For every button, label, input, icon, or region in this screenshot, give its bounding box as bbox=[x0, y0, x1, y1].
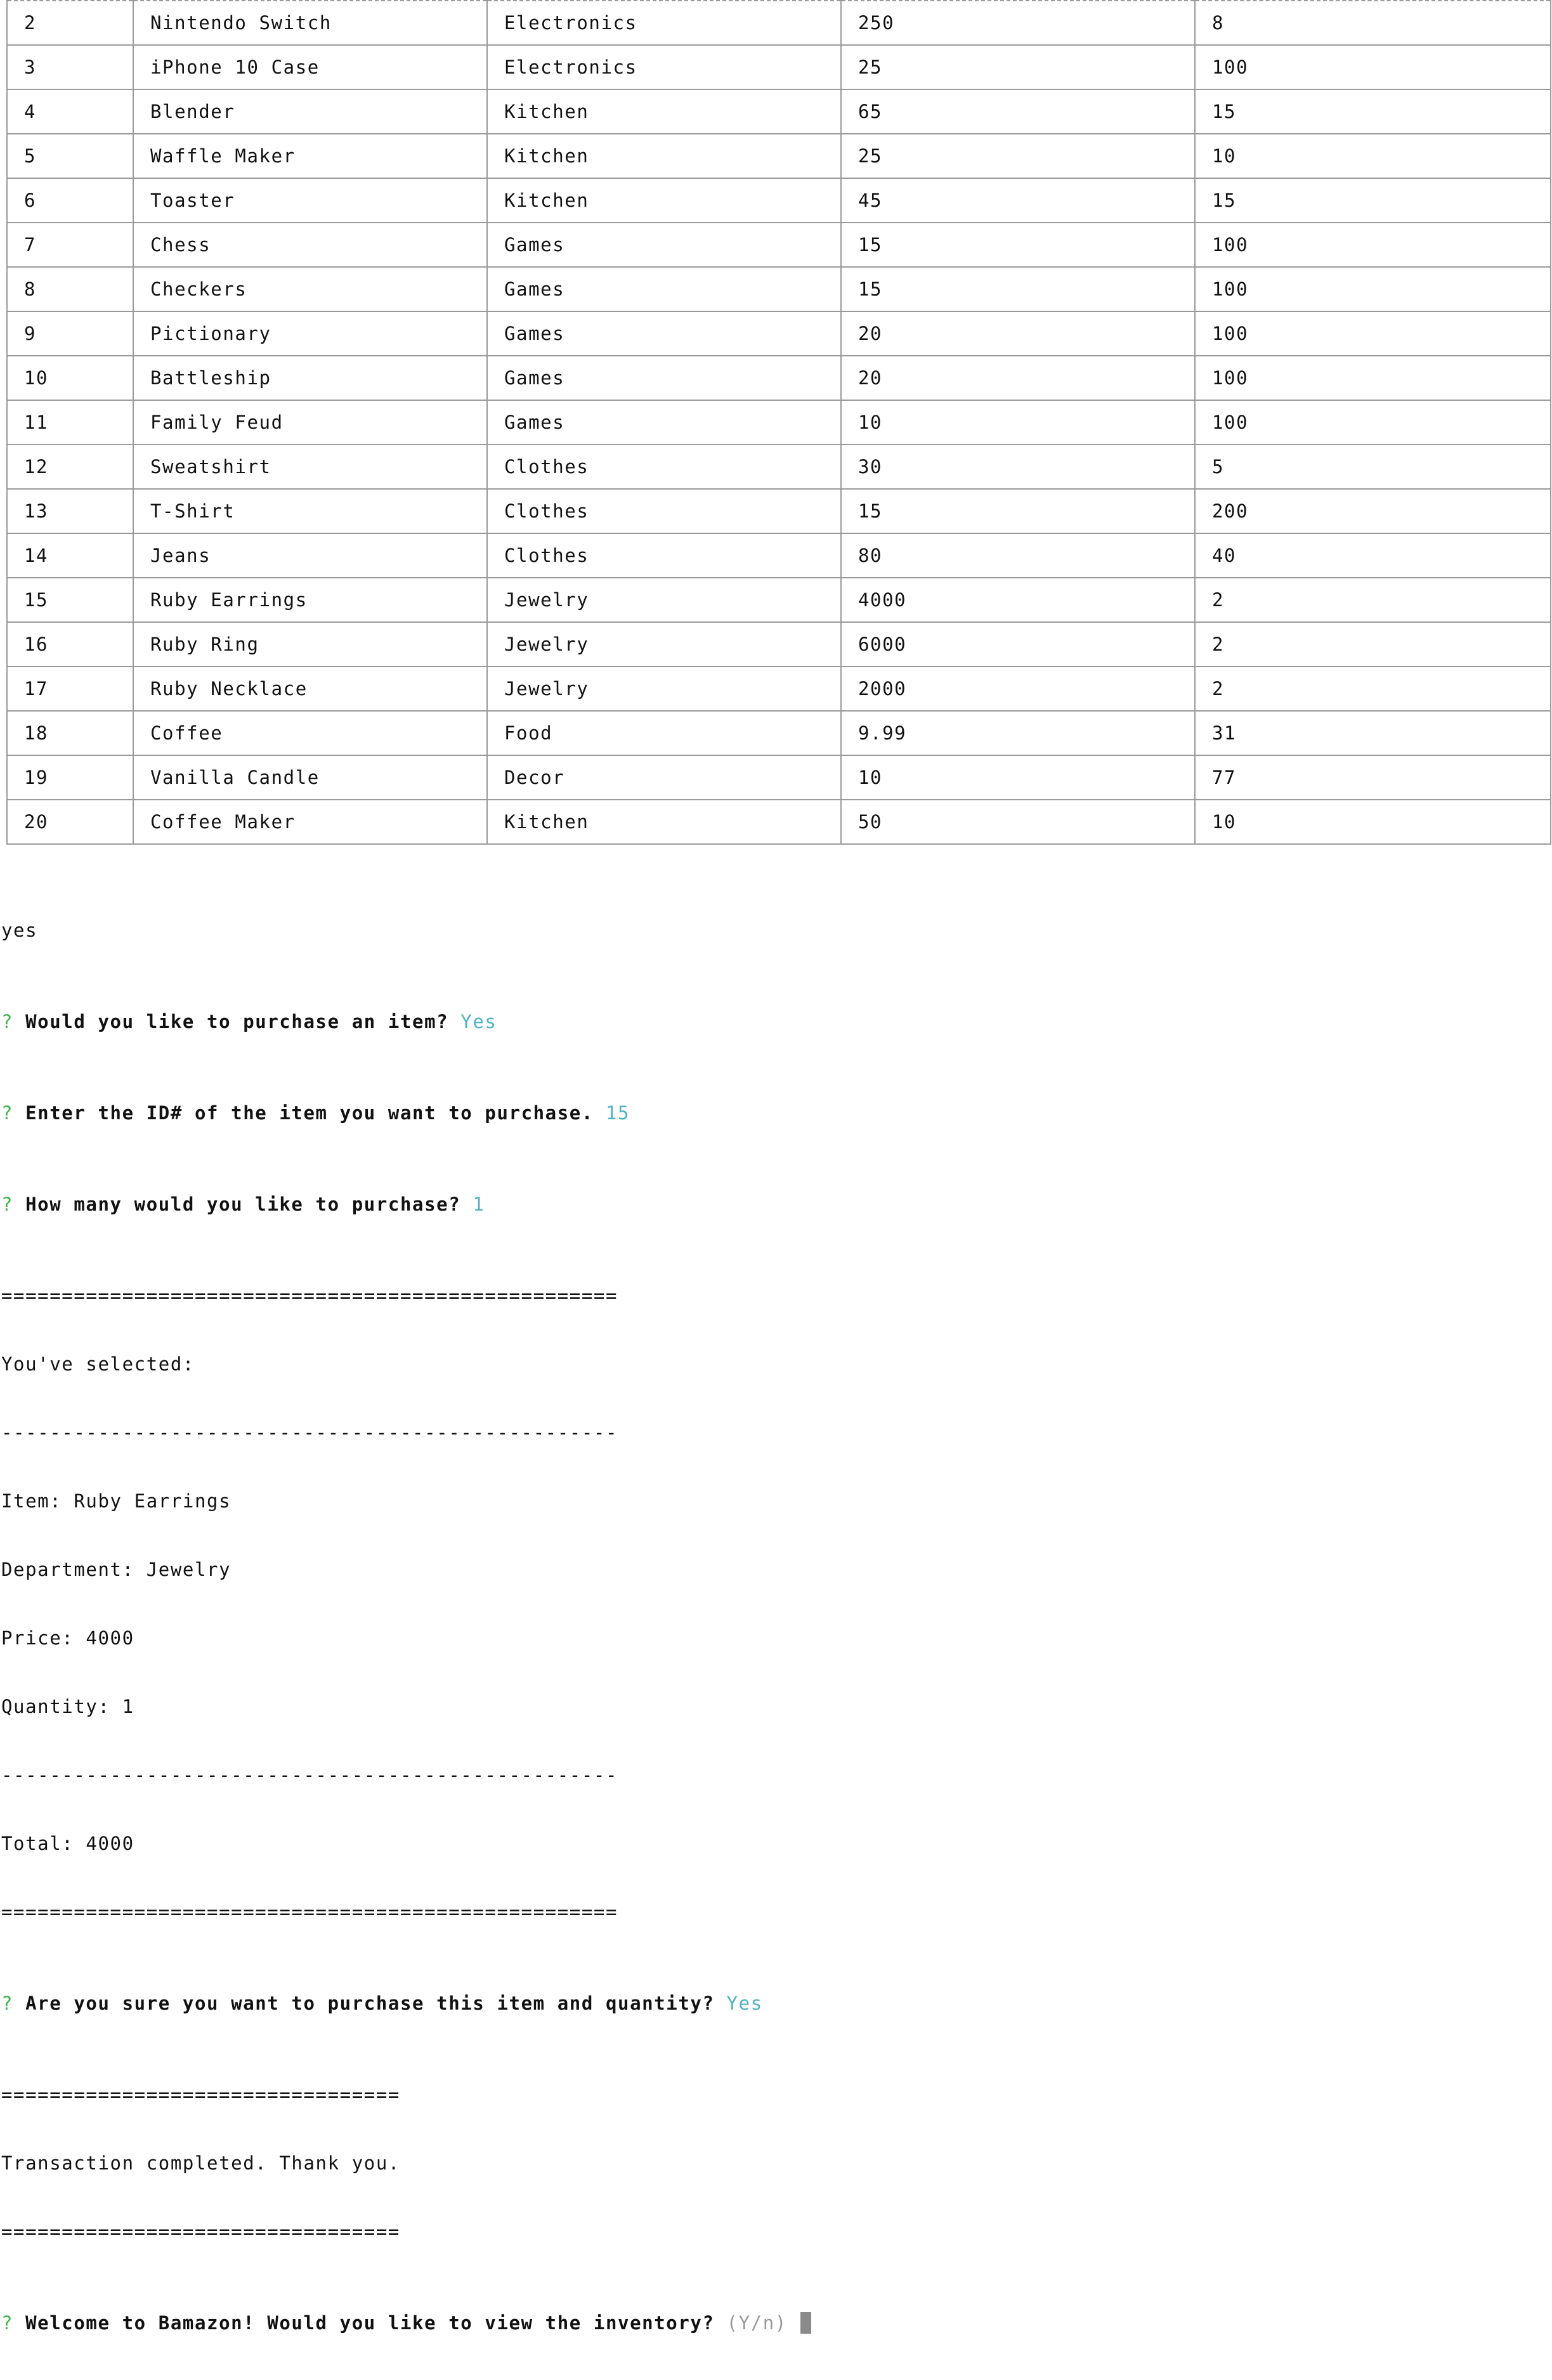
item-id-cell: 4 bbox=[7, 89, 133, 134]
price-cell: 65 bbox=[841, 89, 1195, 134]
item-id-cell: 9 bbox=[7, 311, 133, 356]
table-row bbox=[7, 178, 1551, 223]
department-cell: Clothes bbox=[487, 489, 841, 533]
department-cell: Games bbox=[487, 311, 841, 356]
department-cell: Food bbox=[487, 711, 841, 755]
prompt-marker: ? bbox=[1, 1193, 14, 1215]
price-cell: 15 bbox=[841, 267, 1195, 311]
echo-text: yes bbox=[1, 920, 38, 941]
department-cell: Kitchen bbox=[487, 89, 841, 134]
inventory-table-body bbox=[7, 1, 1551, 844]
purchase-question: Would you like to purchase an item? bbox=[25, 1011, 449, 1032]
text-cursor[interactable] bbox=[800, 2312, 811, 2334]
product-name-cell: Jeans bbox=[133, 533, 487, 578]
price-cell: 10 bbox=[841, 755, 1195, 800]
inventory-table bbox=[6, 0, 1551, 845]
item-id-cell: 15 bbox=[7, 578, 133, 622]
department-cell: Electronics bbox=[487, 45, 841, 89]
department-cell: Games bbox=[487, 400, 841, 445]
table-row bbox=[7, 755, 1551, 800]
table-row bbox=[7, 1, 1551, 45]
stock-quantity-cell: 200 bbox=[1195, 489, 1551, 533]
dash-rule: --------------------------------------------------- bbox=[1, 1422, 618, 1443]
quantity-question: How many would you like to purchase? bbox=[25, 1193, 461, 1215]
product-name-cell: Ruby Ring bbox=[133, 622, 487, 667]
prompt-marker: ? bbox=[1, 1011, 14, 1032]
department-cell: Electronics bbox=[487, 1, 841, 45]
table-row bbox=[7, 622, 1551, 667]
table-row bbox=[7, 311, 1551, 356]
department-cell: Kitchen bbox=[487, 134, 841, 178]
product-name-cell: Waffle Maker bbox=[133, 134, 487, 178]
department-cell: Decor bbox=[487, 755, 841, 800]
price-cell: 15 bbox=[841, 489, 1195, 533]
table-row bbox=[7, 800, 1551, 844]
stock-quantity-cell: 100 bbox=[1195, 267, 1551, 311]
item-id-cell: 3 bbox=[7, 45, 133, 89]
confirm-answer: Yes bbox=[726, 1993, 763, 2014]
stock-quantity-cell: 100 bbox=[1195, 311, 1551, 356]
confirm-question: Are you sure you want to purchase this item and quantity? bbox=[25, 1993, 715, 2014]
stock-quantity-cell: 15 bbox=[1195, 178, 1551, 223]
double-rule-short: ================================= bbox=[1, 2084, 400, 2105]
department-cell: Kitchen bbox=[487, 178, 841, 223]
price-cell: 25 bbox=[841, 45, 1195, 89]
stock-quantity-cell: 8 bbox=[1195, 1, 1551, 45]
stock-quantity-cell: 100 bbox=[1195, 400, 1551, 445]
table-row bbox=[7, 489, 1551, 533]
stock-quantity-cell: 5 bbox=[1195, 445, 1551, 489]
department-cell: Clothes bbox=[487, 445, 841, 489]
item-id-cell: 14 bbox=[7, 533, 133, 578]
price-cell: 20 bbox=[841, 311, 1195, 356]
stock-quantity-cell: 10 bbox=[1195, 800, 1551, 844]
department-cell: Jewelry bbox=[487, 622, 841, 667]
quantity-prompt-line bbox=[1, 1193, 1549, 1216]
table-row bbox=[7, 45, 1551, 89]
item-id-cell: 6 bbox=[7, 178, 133, 223]
table-row bbox=[7, 267, 1551, 311]
product-name-cell: Coffee Maker bbox=[133, 800, 487, 844]
table-row bbox=[7, 223, 1551, 267]
price-cell: 2000 bbox=[841, 667, 1195, 711]
product-name-cell: Checkers bbox=[133, 267, 487, 311]
product-name-cell: iPhone 10 Case bbox=[133, 45, 487, 89]
console-output bbox=[1, 873, 1549, 2380]
price-cell: 10 bbox=[841, 400, 1195, 445]
stock-quantity-cell: 2 bbox=[1195, 578, 1551, 622]
yes-no-hint: (Y/n) bbox=[726, 2312, 787, 2334]
table-row bbox=[7, 711, 1551, 755]
department-cell: Jewelry bbox=[487, 578, 841, 622]
price-cell: 4000 bbox=[841, 578, 1195, 622]
department-cell: Kitchen bbox=[487, 800, 841, 844]
selected-price-line: Price: 4000 bbox=[1, 1627, 134, 1649]
product-name-cell: Chess bbox=[133, 223, 487, 267]
table-row bbox=[7, 356, 1551, 400]
table-row bbox=[7, 400, 1551, 445]
table-row bbox=[7, 134, 1551, 178]
department-cell: Jewelry bbox=[487, 667, 841, 711]
echo-line bbox=[1, 919, 1549, 942]
price-cell: 50 bbox=[841, 800, 1195, 844]
confirm-prompt-line bbox=[1, 1992, 1549, 2015]
welcome-prompt-line[interactable] bbox=[1, 2312, 1549, 2334]
welcome-question: Welcome to Bamazon! Would you like to view the inventory? bbox=[25, 2312, 715, 2334]
product-name-cell: T-Shirt bbox=[133, 489, 487, 533]
price-cell: 20 bbox=[841, 356, 1195, 400]
product-name-cell: Sweatshirt bbox=[133, 445, 487, 489]
table-row bbox=[7, 533, 1551, 578]
quantity-answer: 1 bbox=[473, 1193, 485, 1215]
stock-quantity-cell: 100 bbox=[1195, 356, 1551, 400]
transaction-message: Transaction completed. Thank you. bbox=[1, 2152, 400, 2174]
stock-quantity-cell: 100 bbox=[1195, 223, 1551, 267]
stock-quantity-cell: 2 bbox=[1195, 667, 1551, 711]
stock-quantity-cell: 15 bbox=[1195, 89, 1551, 134]
item-id-cell: 10 bbox=[7, 356, 133, 400]
dash-rule: --------------------------------------------------- bbox=[1, 1764, 618, 1786]
item-id-cell: 13 bbox=[7, 489, 133, 533]
stock-quantity-cell: 100 bbox=[1195, 45, 1551, 89]
stock-quantity-cell: 77 bbox=[1195, 755, 1551, 800]
item-id-cell: 16 bbox=[7, 622, 133, 667]
price-cell: 45 bbox=[841, 178, 1195, 223]
price-cell: 250 bbox=[841, 1, 1195, 45]
selected-quantity-line: Quantity: 1 bbox=[1, 1696, 134, 1717]
item-id-cell: 7 bbox=[7, 223, 133, 267]
stock-quantity-cell: 40 bbox=[1195, 533, 1551, 578]
product-name-cell: Battleship bbox=[133, 356, 487, 400]
table-row bbox=[7, 89, 1551, 134]
double-rule: =================================================== bbox=[1, 1285, 618, 1306]
product-name-cell: Pictionary bbox=[133, 311, 487, 356]
product-name-cell: Ruby Necklace bbox=[133, 667, 487, 711]
selected-department-line: Department: Jewelry bbox=[1, 1559, 231, 1580]
purchase-prompt-line bbox=[1, 1010, 1549, 1033]
product-name-cell: Coffee bbox=[133, 711, 487, 755]
table-row bbox=[7, 667, 1551, 711]
item-id-cell: 5 bbox=[7, 134, 133, 178]
department-cell: Games bbox=[487, 356, 841, 400]
item-id-prompt-line bbox=[1, 1102, 1549, 1124]
item-id-cell: 11 bbox=[7, 400, 133, 445]
table-row bbox=[7, 578, 1551, 622]
item-id-cell: 2 bbox=[7, 1, 133, 45]
product-name-cell: Ruby Earrings bbox=[133, 578, 487, 622]
price-cell: 25 bbox=[841, 134, 1195, 178]
item-id-cell: 19 bbox=[7, 755, 133, 800]
prompt-marker: ? bbox=[1, 1993, 14, 2014]
price-cell: 9.99 bbox=[841, 711, 1195, 755]
item-id-cell: 8 bbox=[7, 267, 133, 311]
department-cell: Games bbox=[487, 267, 841, 311]
double-rule: =================================================== bbox=[1, 1901, 618, 1923]
price-cell: 80 bbox=[841, 533, 1195, 578]
item-id-cell: 20 bbox=[7, 800, 133, 844]
selected-heading: You've selected: bbox=[1, 1353, 195, 1375]
product-name-cell: Vanilla Candle bbox=[133, 755, 487, 800]
product-name-cell: Toaster bbox=[133, 178, 487, 223]
department-cell: Games bbox=[487, 223, 841, 267]
product-name-cell: Nintendo Switch bbox=[133, 1, 487, 45]
selected-item-line: Item: Ruby Earrings bbox=[1, 1490, 231, 1512]
item-id-cell: 17 bbox=[7, 667, 133, 711]
item-id-answer: 15 bbox=[605, 1102, 630, 1124]
product-name-cell: Blender bbox=[133, 89, 487, 134]
department-cell: Clothes bbox=[487, 533, 841, 578]
prompt-marker: ? bbox=[1, 1102, 14, 1124]
price-cell: 30 bbox=[841, 445, 1195, 489]
table-row bbox=[7, 445, 1551, 489]
double-rule-short: ================================= bbox=[1, 2221, 400, 2242]
item-id-cell: 18 bbox=[7, 711, 133, 755]
total-line: Total: 4000 bbox=[1, 1833, 134, 1854]
item-id-cell: 12 bbox=[7, 445, 133, 489]
stock-quantity-cell: 10 bbox=[1195, 134, 1551, 178]
stock-quantity-cell: 31 bbox=[1195, 711, 1551, 755]
prompt-marker: ? bbox=[1, 2312, 14, 2334]
purchase-answer: Yes bbox=[460, 1011, 497, 1032]
stock-quantity-cell: 2 bbox=[1195, 622, 1551, 667]
item-id-question: Enter the ID# of the item you want to purchase. bbox=[25, 1102, 594, 1124]
price-cell: 15 bbox=[841, 223, 1195, 267]
product-name-cell: Family Feud bbox=[133, 400, 487, 445]
price-cell: 6000 bbox=[841, 622, 1195, 667]
